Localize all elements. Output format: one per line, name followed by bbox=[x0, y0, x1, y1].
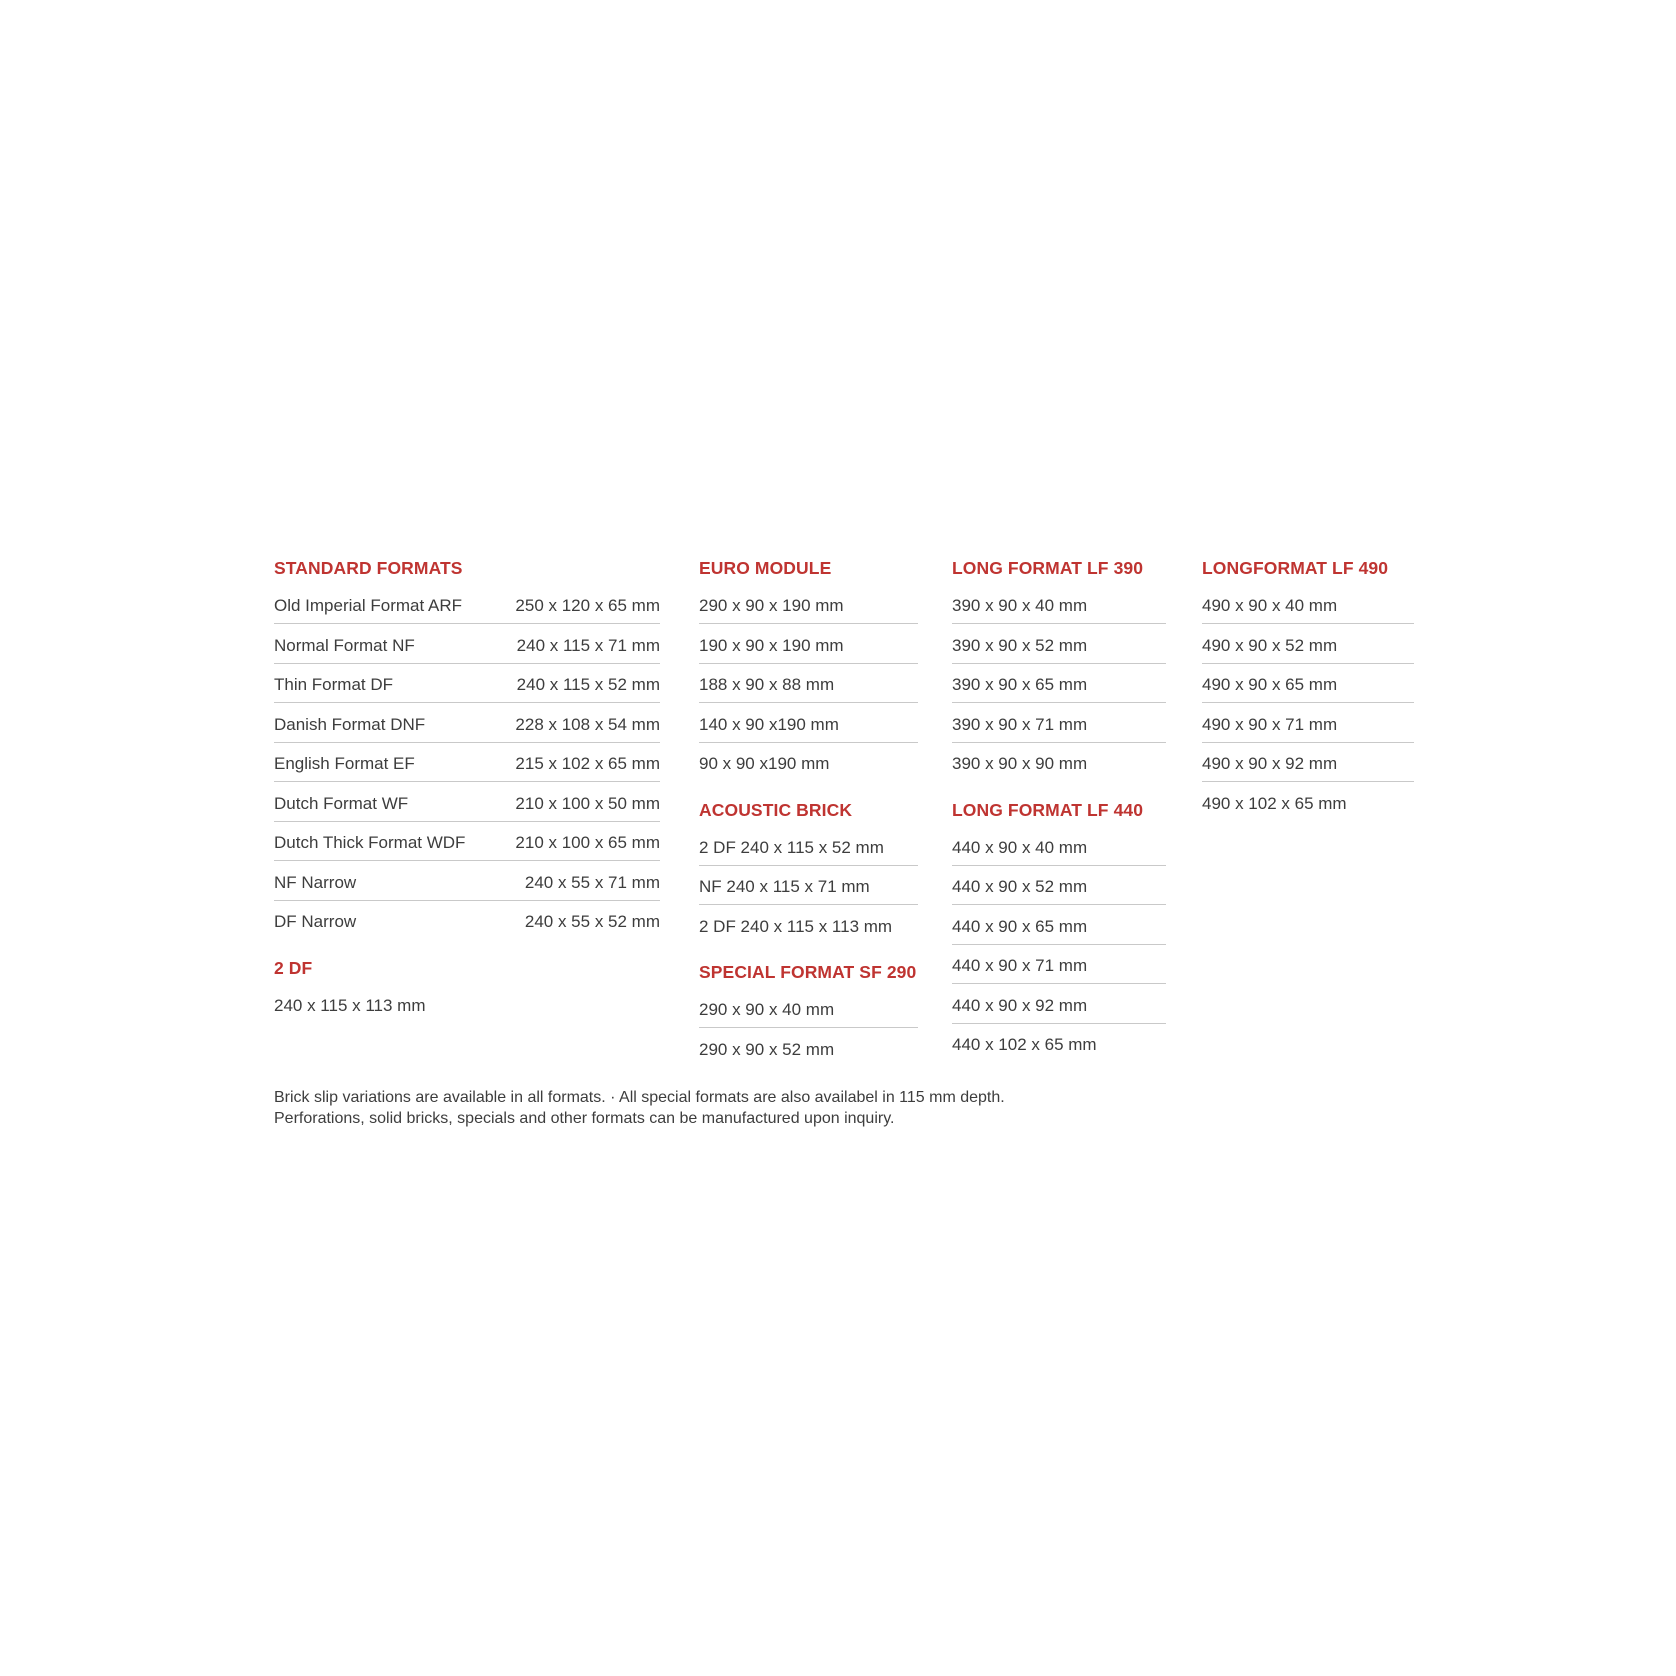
section-title-euro-module: EURO MODULE bbox=[699, 558, 832, 578]
format-row bbox=[274, 833, 660, 873]
format-row bbox=[1202, 596, 1414, 636]
format-value: 440 x 90 x 52 mm bbox=[952, 877, 1088, 896]
format-row bbox=[952, 1035, 1166, 1075]
format-value: 390 x 90 x 52 mm bbox=[952, 635, 1088, 655]
format-row bbox=[1202, 754, 1414, 794]
format-row bbox=[274, 596, 660, 636]
format-row bbox=[952, 917, 1166, 957]
format-label: Normal Format NF bbox=[274, 635, 415, 655]
format-row bbox=[1202, 794, 1414, 834]
format-row bbox=[1202, 675, 1414, 715]
format-row bbox=[274, 794, 660, 834]
format-value: 490 x 90 x 40 mm bbox=[1202, 596, 1338, 615]
format-value: 215 x 102 x 65 mm bbox=[515, 754, 660, 773]
format-value: 240 x 55 x 52 mm bbox=[524, 912, 660, 931]
format-row bbox=[274, 912, 660, 952]
format-value: 188 x 90 x 88 mm bbox=[699, 675, 835, 694]
format-value: 2 DF 240 x 115 x 52 mm bbox=[699, 837, 884, 857]
section-title-lf440: LONG FORMAT LF 440 bbox=[952, 799, 1144, 820]
format-row bbox=[952, 838, 1166, 878]
format-row bbox=[274, 636, 660, 676]
format-row bbox=[699, 838, 918, 878]
format-value: 440 x 90 x 71 mm bbox=[952, 956, 1088, 975]
section-title-special-sf290: SPECIAL FORMAT SF 290 bbox=[699, 962, 917, 982]
format-row bbox=[699, 596, 918, 636]
format-label: English Format EF bbox=[274, 754, 415, 773]
format-row bbox=[274, 996, 660, 1036]
format-row bbox=[1202, 636, 1414, 676]
format-row bbox=[699, 877, 918, 917]
format-value: 290 x 90 x 190 mm bbox=[699, 596, 844, 615]
format-row bbox=[952, 996, 1166, 1036]
format-row bbox=[699, 675, 918, 715]
format-value: 440 x 90 x 92 mm bbox=[952, 995, 1088, 1015]
format-value: 240 x 55 x 71 mm bbox=[524, 872, 660, 892]
format-row bbox=[699, 715, 918, 755]
format-row bbox=[699, 754, 918, 794]
format-value: 2 DF 240 x 115 x 113 mm bbox=[699, 916, 893, 936]
format-value: 210 x 100 x 50 mm bbox=[515, 793, 660, 813]
format-label: DF Narrow bbox=[274, 912, 357, 931]
format-value: 390 x 90 x 65 mm bbox=[952, 675, 1088, 694]
column-standard-formats bbox=[274, 558, 660, 1035]
format-row bbox=[274, 873, 660, 913]
format-row bbox=[699, 636, 918, 676]
footnote-line1: Brick slip variations are available in all formats. · All special formats are also availabel in 115 mm depth. bbox=[274, 1089, 1005, 1106]
format-value: 490 x 90 x 65 mm bbox=[1202, 675, 1338, 694]
format-value: 490 x 102 x 65 mm bbox=[1202, 793, 1347, 813]
format-row bbox=[952, 596, 1166, 636]
section-title-lf490: LONGFORMAT LF 490 bbox=[1202, 558, 1389, 578]
format-value: 140 x 90 x190 mm bbox=[699, 714, 839, 734]
format-value: 90 x 90 x190 mm bbox=[699, 754, 830, 773]
format-row bbox=[952, 754, 1166, 794]
format-label: Thin Format DF bbox=[274, 675, 394, 694]
format-value: 250 x 120 x 65 mm bbox=[515, 596, 660, 615]
format-value: 440 x 90 x 65 mm bbox=[952, 916, 1088, 936]
format-value: 240 x 115 x 71 mm bbox=[516, 635, 660, 655]
format-label: Old Imperial Format ARF bbox=[274, 596, 462, 615]
format-label: Dutch Format WF bbox=[274, 793, 409, 813]
format-label: Danish Format DNF bbox=[274, 714, 426, 734]
format-row bbox=[1202, 715, 1414, 755]
column-long-format-lf390 bbox=[952, 558, 1166, 1075]
format-value: 390 x 90 x 40 mm bbox=[952, 596, 1088, 615]
format-value: 228 x 108 x 54 mm bbox=[515, 714, 660, 734]
column-euro-module bbox=[699, 558, 918, 1079]
format-row bbox=[952, 715, 1166, 755]
format-label: Dutch Thick Format WDF bbox=[274, 833, 466, 852]
format-row bbox=[274, 715, 660, 755]
format-value: 290 x 90 x 52 mm bbox=[699, 1039, 835, 1059]
column-longformat-lf490 bbox=[1202, 558, 1414, 833]
format-value: 490 x 90 x 71 mm bbox=[1202, 714, 1338, 734]
format-value: 490 x 90 x 92 mm bbox=[1202, 754, 1338, 773]
format-label: NF Narrow bbox=[274, 872, 357, 892]
format-row bbox=[274, 754, 660, 794]
format-value: 290 x 90 x 40 mm bbox=[699, 1000, 835, 1019]
format-value: 490 x 90 x 52 mm bbox=[1202, 635, 1338, 655]
format-value: 240 x 115 x 52 mm bbox=[516, 675, 660, 694]
format-value: 440 x 90 x 40 mm bbox=[952, 837, 1088, 857]
footnote bbox=[274, 1087, 1005, 1129]
format-row bbox=[952, 675, 1166, 715]
format-row bbox=[274, 675, 660, 715]
format-value: 210 x 100 x 65 mm bbox=[515, 833, 660, 852]
format-value: NF 240 x 115 x 71 mm bbox=[699, 877, 870, 896]
format-row bbox=[699, 1000, 918, 1040]
format-row bbox=[952, 877, 1166, 917]
format-row bbox=[699, 1040, 918, 1080]
section-title-2df: 2 DF bbox=[274, 957, 313, 978]
section-title-acoustic-brick: ACOUSTIC BRICK bbox=[699, 799, 853, 820]
format-row bbox=[952, 636, 1166, 676]
format-row bbox=[699, 917, 918, 957]
format-value: 390 x 90 x 71 mm bbox=[952, 714, 1088, 734]
format-value: 440 x 102 x 65 mm bbox=[952, 1035, 1097, 1054]
format-value: 390 x 90 x 90 mm bbox=[952, 754, 1088, 773]
format-value: 190 x 90 x 190 mm bbox=[699, 635, 844, 655]
footnote-line2: Perforations, solid bricks, specials and other formats can be manufactured upon inquiry. bbox=[274, 1110, 895, 1127]
format-row bbox=[952, 956, 1166, 996]
format-value: 240 x 115 x 113 mm bbox=[274, 995, 426, 1015]
section-title-lf390: LONG FORMAT LF 390 bbox=[952, 558, 1144, 578]
section-title-standard-formats: STANDARD FORMATS bbox=[274, 558, 463, 578]
